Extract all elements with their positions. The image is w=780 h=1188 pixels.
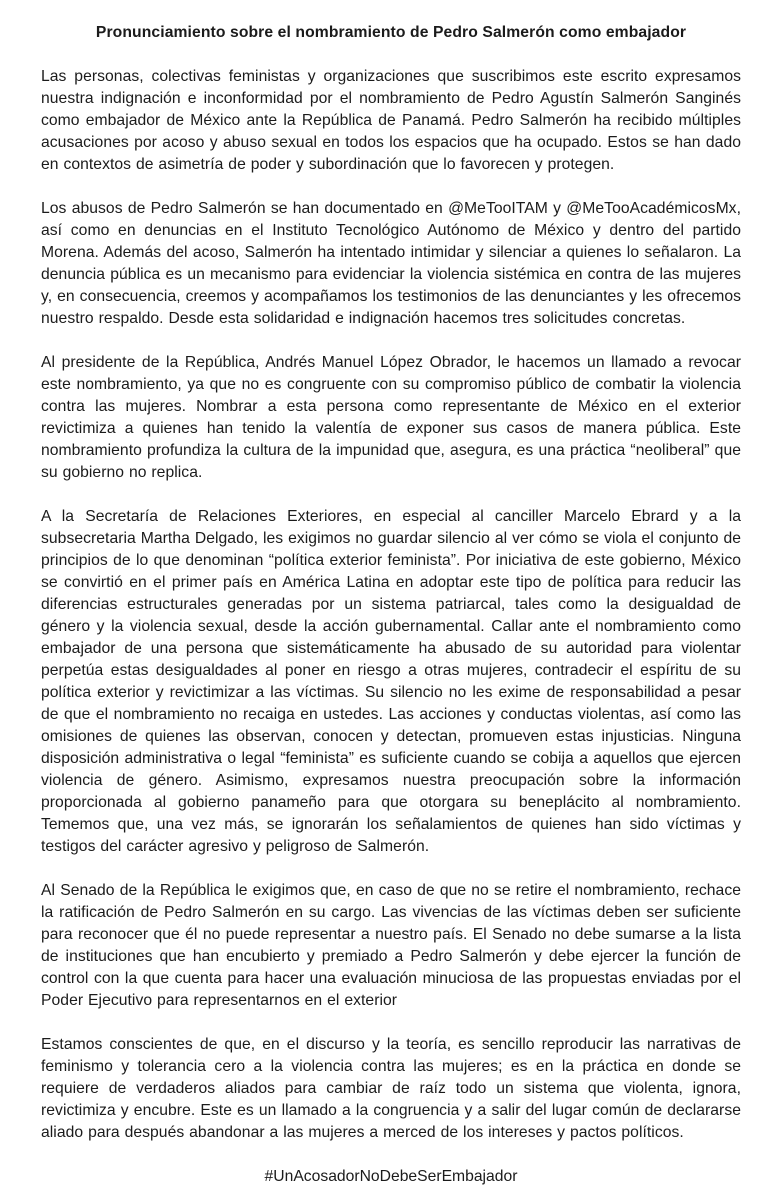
paragraph-a-la-secretaria: A la Secretaría de Relaciones Exteriores, en especial al canciller Marcelo Ebrard y a la subsecretaria Martha Delgado, les exigimos no guardar silencio al ver cómo se viola el conjunto de principios de lo que denominan “política exterior feminista”. Por iniciativa de este gobierno, México se convirtió en el primer país en América Latina en adoptar este tipo de política para reducir las diferencias estructurales generadas por un sistema patriarcal, tales como la desigualdad de género y la violencia sexual, desde la acción gubernamental. Callar ante el nombramiento como embajador de una persona que sistemáticamente ha abusado de su autoridad para violentar perpetúa estas desigualdades al poner en riesgo a otras mujeres, contradecir el espíritu de su política exterior y revictimizar a las víctimas. Su silencio no les exime de responsabilidad a pesar de que el nombramiento no recaiga en ustedes. Las acciones y conductas violentas, así como las omisiones de quienes las observan, conocen y detectan, promueven estas injusticias. Ninguna disposición administrativa o legal “feminista” es suficiente cuando se cobija a aquellos que ejercen violencia de género. Asimismo, expresamos nuestra preocupación sobre la información proporcionada al gobierno panameño para que otorgara su beneplácito al nombramiento. Tememos que, una vez más, se ignorarán los señalamientos de quienes han sido víctimas y testigos del carácter agresivo y peligroso de Salmerón. xyxy=(41,508,741,855)
document-title: Pronunciamiento sobre el nombramiento de Pedro Salmerón como embajador xyxy=(95,24,687,41)
paragraph-al-senado: Al Senado de la República le exigimos que, en caso de que no se retire el nombramiento, rechace la ratificación de Pedro Salmerón en su cargo. Las vivencias de las víctimas deben ser suficiente para reconocer que él no puede representar a nuestro país. El Senado no debe sumarse a la lista de instituciones que han encubierto y premiado a Pedro Salmerón y debe ejercer la función de control con la que cuenta para hacer una evaluación minuciosa de las propuestas enviadas por el Poder Ejecutivo para representarnos en el exterior xyxy=(41,882,741,1009)
paragraph-intro: Las personas, colectivas feministas y organizaciones que suscribimos este escrito expresamos nuestra indignación e inconformidad por el nombramiento de Pedro Agustín Salmerón Sanginés como embajador de México ante la República de Panamá. Pedro Salmerón ha recibido múltiples acusaciones por acoso y abuso sexual en todos los espacios que ha ocupado. Estos se han dado en contextos de asimetría de poder y subordinación que lo favorecen y protegen. xyxy=(41,68,741,173)
paragraph-cierre: Estamos conscientes de que, en el discurso y la teoría, es sencillo reproducir las narrativas de feminismo y tolerancia cero a la violencia contra las mujeres; es en la práctica en donde se requiere de verdaderos aliados para cambiar de raíz todo un sistema que violenta, ignora, revictimiza y encubre. Este es un llamado a la congruencia y a salir del lugar común de declararse aliado para después abandonar a las mujeres a merced de los intereses y pactos políticos. xyxy=(41,1036,741,1141)
hashtag-text: #UnAcosadorNoDebeSerEmbajador xyxy=(264,1168,518,1185)
paragraph-al-presidente: Al presidente de la República, Andrés Manuel López Obrador, le hacemos un llamado a revocar este nombramiento, ya que no es congruente con su compromiso público de combatir la violencia contra las mujeres. Nombrar a esta persona como representante de México en el exterior revictimiza a quienes han tenido la valentía de exponer sus casos de manera pública. Este nombramiento profundiza la cultura de la impunidad que, asegura, es una práctica “neoliberal” que su gobierno no replica. xyxy=(41,354,741,481)
paragraph-abusos-documentados: Los abusos de Pedro Salmerón se han documentado en @MeTooITAM y @MeTooAcadémicosMx, así como en denuncias en el Instituto Tecnológico Autónomo de México y dentro del partido Morena. Además del acoso, Salmerón ha intentado intimidar y silenciar a quienes lo señalaron. La denuncia pública es un mecanismo para evidenciar la violencia sistémica en contra de las mujeres y, en consecuencia, creemos y acompañamos los testimonios de las denunciantes y les ofrecemos nuestro respaldo. Desde esta solidaridad e indignación hacemos tres solicitudes concretas. xyxy=(41,200,741,327)
